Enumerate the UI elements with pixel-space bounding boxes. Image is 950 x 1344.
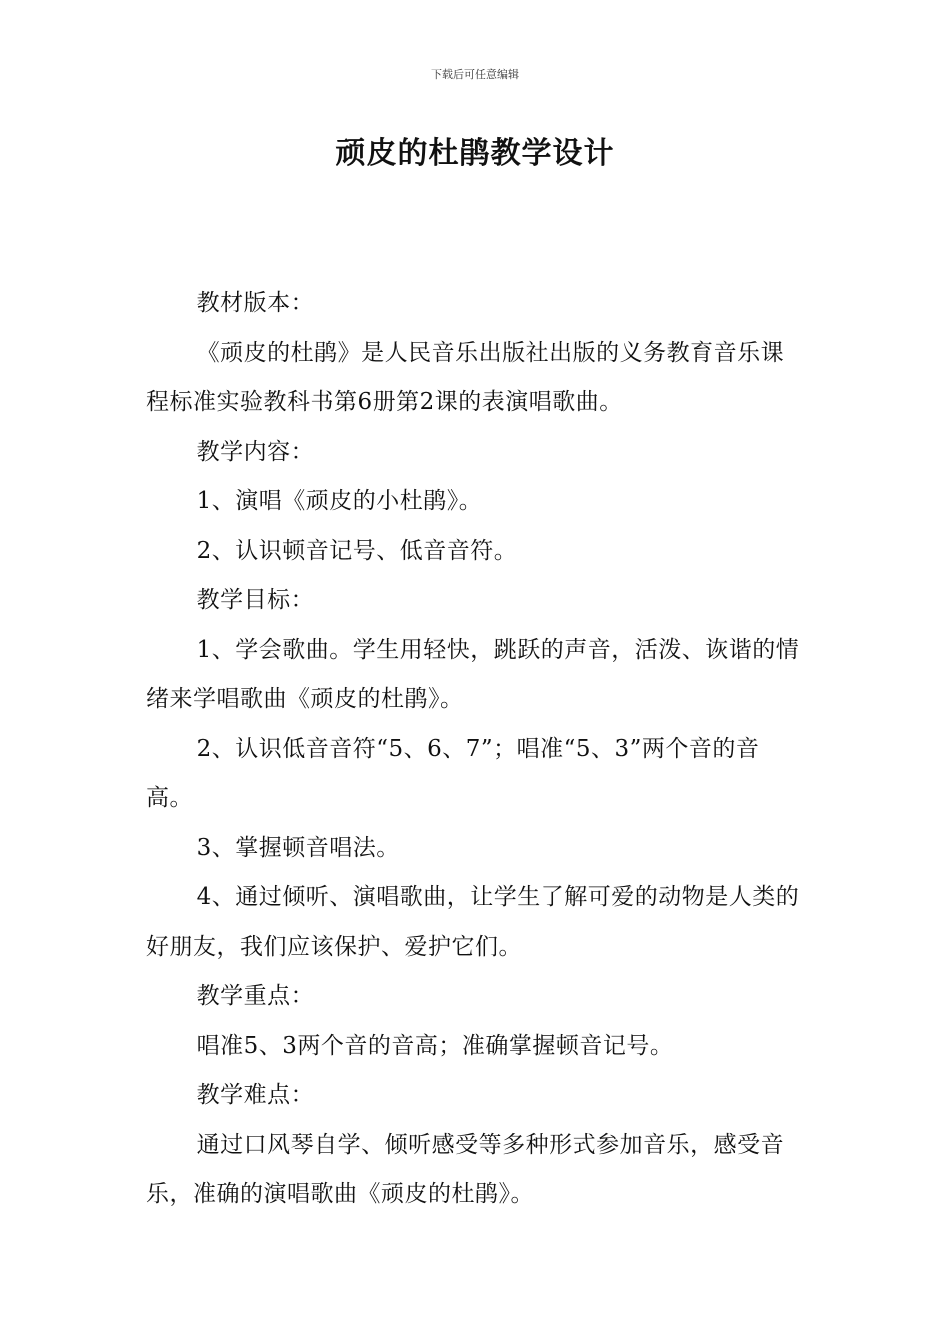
- section-heading-key-points: 教学重点：: [196, 983, 315, 1009]
- paragraph-content-2: 2、认识顿音记号、低音音符。: [196, 537, 518, 564]
- paragraph-difficulties: 通过口风琴自学、倾听感受等多种形式参加音乐，感受音乐，准确的演唱歌曲《顽皮的杜鹃》。: [146, 1131, 785, 1207]
- document-title: 顽皮的杜鹃教学设计: [335, 136, 615, 171]
- paragraph-key-points: 唱准5、3两个音的音高；准确掌握顿音记号。: [196, 1032, 674, 1059]
- paragraph-goal-4: 4、通过倾听、演唱歌曲，让学生了解可爱的动物是人类的好朋友，我们应该保护、爱护它们。: [146, 884, 800, 960]
- section-heading-difficulties: 教学难点：: [196, 1082, 315, 1108]
- paragraph-edition: 《顽皮的杜鹃》是人民音乐出版社出版的义务教育音乐课程标准实验教科书第6册第2课的表演唱歌曲。: [146, 339, 785, 415]
- paragraph-goal-1: 1、学会歌曲。学生用轻快，跳跃的声音，活泼、诙谐的情绪来学唱歌曲《顽皮的杜鹃》。: [146, 636, 800, 712]
- section-heading-goals: 教学目标：: [196, 587, 315, 613]
- document-body: [146, 279, 806, 1220]
- paragraph-content-1: 1、演唱《顽皮的小杜鹃》。: [196, 488, 483, 514]
- section-heading-edition: 教材版本：: [196, 290, 315, 316]
- header-note: 下载后可任意编辑: [431, 68, 519, 81]
- paragraph-goal-2: 2、认识低音音符“5、6、7”；唱准“5、3”两个音的音高。: [146, 735, 760, 811]
- section-heading-content: 教学内容：: [196, 438, 315, 465]
- paragraph-goal-3: 3、掌握顿音唱法。: [196, 834, 400, 861]
